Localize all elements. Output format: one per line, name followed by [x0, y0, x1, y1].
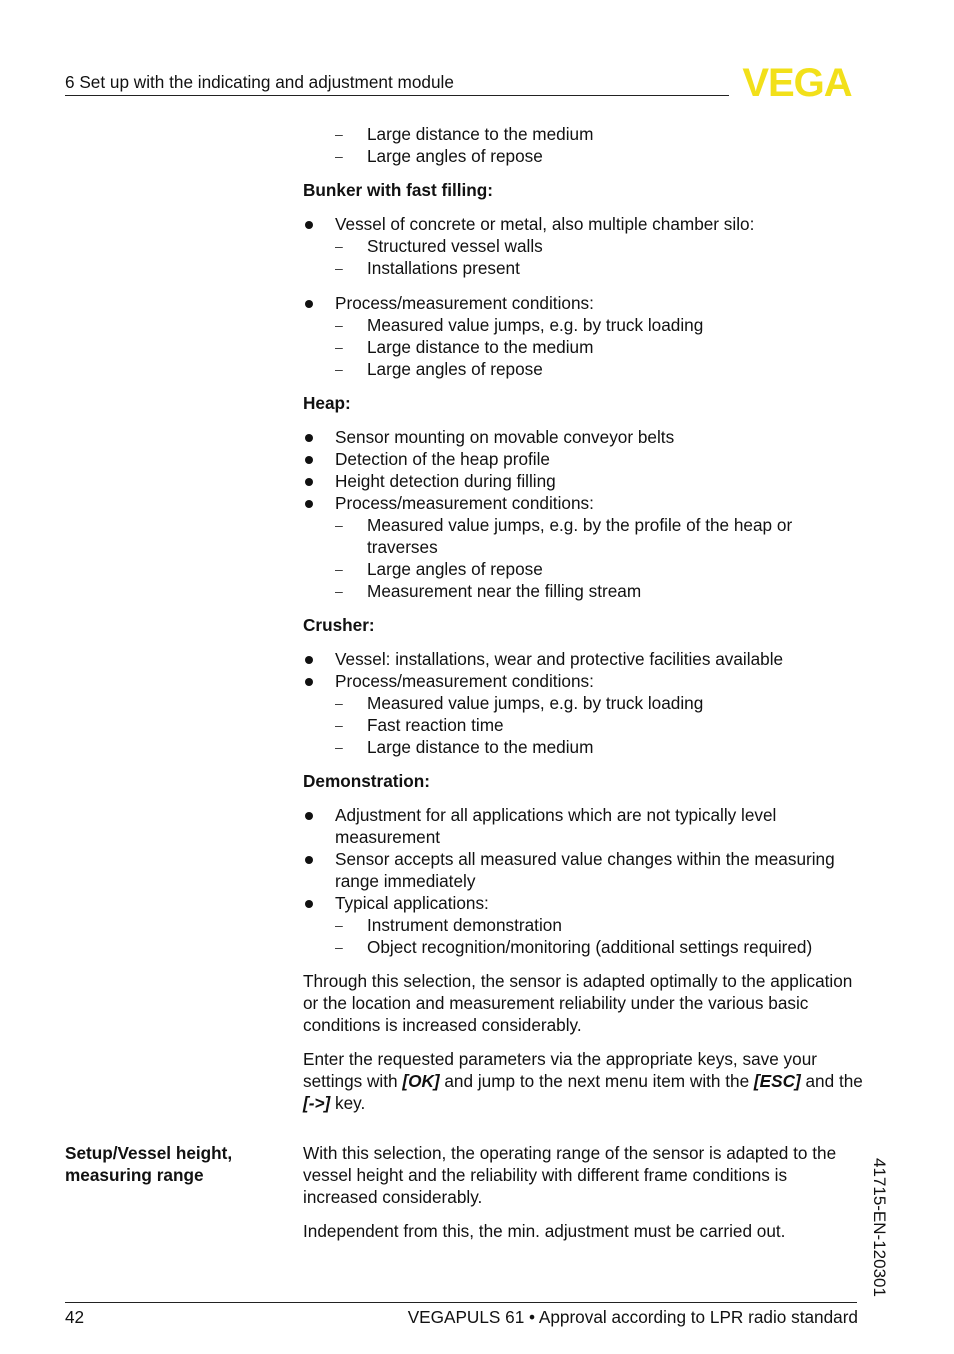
- running-header: 6 Set up with the indicating and adjustment module: [65, 72, 454, 92]
- ok-key: [OK]: [402, 1071, 440, 1091]
- bunker-list: [303, 213, 863, 380]
- crusher-list: [303, 648, 863, 758]
- bullet-icon: [305, 434, 313, 442]
- bullet-icon: [305, 856, 313, 864]
- list-item: – Large distance to the medium: [303, 123, 863, 145]
- footer-title: VEGAPULS 61 • Approval according to LPR radio standard: [407, 1307, 858, 1327]
- list-item: – Measured value jumps, e.g. by truck loading: [335, 314, 863, 336]
- footer-rule: [65, 1302, 857, 1303]
- list-item: – Large distance to the medium: [335, 336, 863, 358]
- bullet-icon: [305, 812, 313, 820]
- bullet-icon: [305, 300, 313, 308]
- bullet-icon: [305, 221, 313, 229]
- bullet-icon: [305, 656, 313, 664]
- vessel-paragraph: With this selection, the operating range of the sensor is adapted to the vessel height and the reliability with different frame conditions is increased considerably.: [303, 1143, 837, 1207]
- svg-text:VEGA: VEGA: [742, 63, 852, 101]
- spacer: [303, 279, 863, 292]
- crusher-heading: Crusher:: [303, 615, 375, 635]
- top-dash-list: [303, 123, 863, 167]
- list-item: – Large angles of repose: [335, 558, 863, 580]
- demonstration-heading: Demonstration:: [303, 771, 431, 791]
- list-item: – Object recognition/monitoring (additional settings required): [335, 936, 863, 958]
- list-item: Height detection during filling: [303, 470, 863, 492]
- list-item: – Measured value jumps, e.g. by the profile of the heap or traverses: [335, 514, 863, 558]
- list-item: Process/measurement conditions: – Measured value jumps, e.g. by truck loading – Large distance to the medium – Large angles of repose: [303, 292, 863, 380]
- list-item: Typical applications: – Instrument demonstration – Object recognition/monitoring (additional settings required): [303, 892, 863, 958]
- selection-paragraph: Through this selection, the sensor is adapted optimally to the application or the location and measurement reliability under the various basic conditions is increased considerably.: [303, 971, 853, 1035]
- list-item: – Instrument demonstration: [335, 914, 863, 936]
- vessel-height-section: [303, 1142, 863, 1242]
- list-item: Adjustment for all applications which are not typically level measurement: [303, 804, 863, 848]
- list-item: – Large distance to the medium: [335, 736, 863, 758]
- list-item: Sensor accepts all measured value changes within the measuring range immediately: [303, 848, 863, 892]
- keys-paragraph: Enter the requested parameters via the appropriate keys, save your settings with [OK] and jump to the next menu item with the [ESC] and the [->] key.: [303, 1049, 863, 1113]
- list-item: Sensor mounting on movable conveyor belts: [303, 426, 863, 448]
- bunker-heading: Bunker with fast filling:: [303, 180, 494, 200]
- heap-list: [303, 426, 863, 602]
- min-adjustment-paragraph: Independent from this, the min. adjustment must be carried out.: [303, 1221, 786, 1241]
- list-item: Process/measurement conditions: – Measured value jumps, e.g. by the profile of the heap or traverses – Large angles of repose – Measurement near the filling stream: [303, 492, 863, 602]
- vega-logo: [735, 63, 859, 101]
- bullet-icon: [305, 456, 313, 464]
- list-item: – Measured value jumps, e.g. by truck loading: [335, 692, 863, 714]
- list-item: – Installations present: [335, 257, 863, 279]
- list-item: – Measurement near the filling stream: [335, 580, 863, 602]
- arrow-key: [->]: [303, 1093, 331, 1113]
- bullet-icon: [305, 678, 313, 686]
- sidebar-heading: Setup/Vessel height, measuring range: [65, 1143, 233, 1185]
- main-content: [303, 123, 863, 1114]
- demonstration-list: [303, 804, 863, 958]
- list-item: – Structured vessel walls: [335, 235, 863, 257]
- bullet-icon: [305, 500, 313, 508]
- list-item: Vessel of concrete or metal, also multiple chamber silo: – Structured vessel walls – Installations present: [303, 213, 863, 279]
- bullet-icon: [305, 478, 313, 486]
- list-item: – Large angles of repose: [335, 358, 863, 380]
- list-item: Detection of the heap profile: [303, 448, 863, 470]
- heap-heading: Heap:: [303, 393, 351, 413]
- list-item: Process/measurement conditions: – Measured value jumps, e.g. by truck loading – Fast reaction time – Large distance to the medium: [303, 670, 863, 758]
- list-item: – Fast reaction time: [335, 714, 863, 736]
- header-rule: [65, 95, 729, 96]
- esc-key: [ESC]: [753, 1071, 801, 1091]
- list-item: Vessel: installations, wear and protective facilities available: [303, 648, 863, 670]
- bullet-icon: [305, 900, 313, 908]
- list-item: – Large angles of repose: [303, 145, 863, 167]
- document-number: 41715-EN-120301: [870, 1158, 889, 1297]
- page-number: 42: [65, 1307, 85, 1327]
